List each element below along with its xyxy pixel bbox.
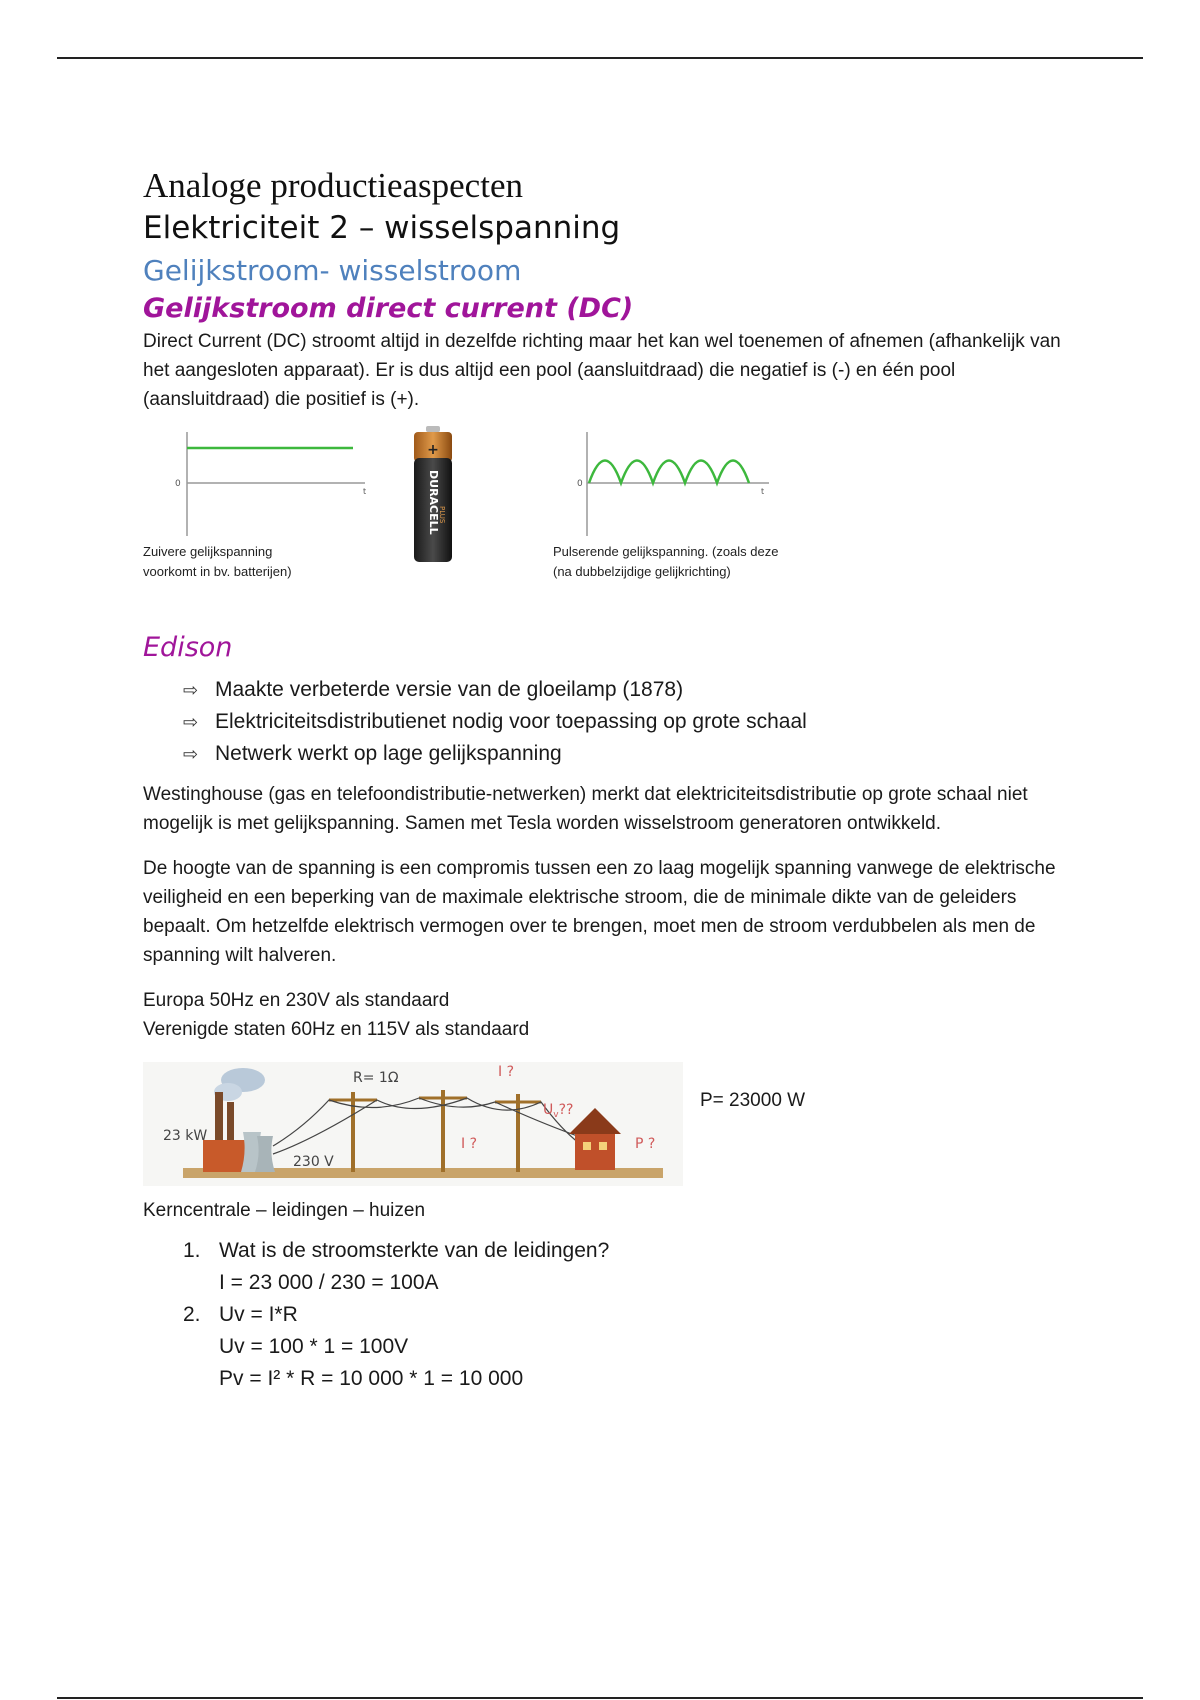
grid-resistance-label: R= 1Ω: [353, 1070, 399, 1086]
list-item: ⇨ Maakte verbeterde versie van de gloeilamp (1878): [183, 674, 1063, 706]
list-item: 2. Uv = I*R Uv = 100 * 1 = 100V Pv = I² * R = 10 000 * 1 = 10 000: [183, 1303, 524, 1390]
arrow-right-icon: ⇨: [183, 744, 199, 764]
power-grid-illustration: [143, 1062, 683, 1186]
standard-europe: Europa 50Hz en 230V als standaard: [143, 990, 450, 1011]
grid-uv-label: $U_v$??: [543, 1102, 574, 1120]
grid-i-mid-label: I ?: [461, 1136, 478, 1152]
pure-dc-graph: [153, 428, 368, 538]
pulsating-dc-graph: [573, 428, 773, 538]
pure-dc-zero: 0: [175, 479, 181, 489]
westinghouse-paragraph: Westinghouse (gas en telefoondistributie-netwerken) merkt dat elektriciteitsdistributie op grote schaal niet mogelijk is met gelijkspanning. Samen met Tesla worden wisselstroom generatoren ontwikkeld.: [143, 784, 1028, 834]
pulsating-dc-caption: Pulserende gelijkspanning. (zoals deze (na dubbelzijdige gelijkrichting): [553, 544, 779, 579]
pure-dc-t: t: [363, 487, 367, 496]
spanning-paragraph: De hoogte van de spanning is een compromis tussen een zo laag mogelijk spanning vanwege de elektrische veiligheid en een beperking van de maximale elektrische stroom, die de minimale dikte van de geleiders bepaalt. Om hetzelfde elektrisch vermogen over te brengen, moet men de stroom verdubbelen als men de spanning wilt halveren.: [143, 858, 1056, 966]
standard-us: Verenigde staten 60Hz en 115V als standaard: [143, 1019, 530, 1040]
pulse-zero: 0: [577, 479, 583, 489]
intro-paragraph: Direct Current (DC) stroomt altijd in dezelfde richting maar het kan wel toenemen of afnemen (afhankelijk van het aangesloten apparaat). Er is dus altijd een pool (aansluitdraad) die negatief is (-) en één pool (aansluitdraad) die positief is (+).: [143, 331, 1061, 410]
heading-direct-current: Gelijkstroom direct current (DC): [143, 293, 634, 324]
arrow-right-icon: ⇨: [183, 680, 199, 700]
list-item: ⇨ Netwerk werkt op lage gelijkspanning: [183, 738, 1063, 770]
power-grid-figure: [143, 1062, 1063, 1192]
footer-rule: [57, 1697, 1143, 1699]
header-rule: [57, 57, 1143, 59]
arrow-right-icon: ⇨: [183, 712, 199, 732]
battery-plus: +: [427, 442, 439, 458]
pure-dc-caption: Zuivere gelijkspanning voorkomt in bv. batterijen): [143, 544, 292, 579]
heading-gelijkstroom-wisselstroom: Gelijkstroom- wisselstroom: [143, 254, 522, 287]
grid-p-label: P ?: [635, 1136, 656, 1152]
dc-figures: [143, 426, 1063, 596]
grid-kw-label: 23 kW: [163, 1128, 208, 1144]
grid-i-top-label: I ?: [498, 1064, 515, 1080]
grid-volt-label: 230 V: [293, 1154, 334, 1170]
battery-sub: PLUS: [438, 506, 446, 524]
pulse-wave: [589, 461, 749, 484]
edison-list: [183, 674, 1063, 770]
list-item: 1. Wat is de stroomsterkte van de leidingen? I = 23 000 / 230 = 100A: [183, 1239, 610, 1294]
grid-caption: Kerncentrale – leidingen – huizen: [143, 1200, 426, 1221]
power-value: P= 23000 W: [700, 1090, 806, 1111]
heading-edison: Edison: [143, 632, 233, 663]
document-body: [143, 165, 1063, 1395]
pulse-t: t: [761, 487, 765, 496]
page-title: Analoge productieaspecten: [143, 166, 523, 205]
battery-image: [408, 426, 458, 566]
question-list: [183, 1235, 1063, 1395]
battery-brand: DURACELL: [427, 470, 440, 535]
list-item: ⇨ Elektriciteitsdistributienet nodig voor toepassing op grote schaal: [183, 706, 1063, 738]
page-subtitle: Elektriciteit 2 – wisselspanning: [143, 210, 621, 246]
